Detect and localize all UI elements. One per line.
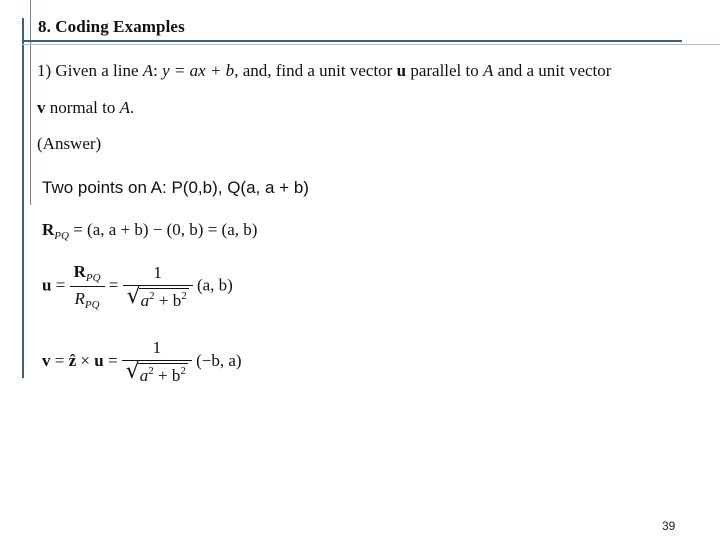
left-accent-line-thin xyxy=(30,0,31,205)
z-hat: ẑ xyxy=(68,350,77,370)
subscript: PQ xyxy=(85,272,101,284)
points-line: Two points on A: P(0,b), Q(a, a + b) xyxy=(42,178,309,197)
vector-u: u xyxy=(94,350,104,370)
line-equation: y = ax + b xyxy=(162,61,235,80)
question-text: and a unit vector xyxy=(493,61,612,80)
vector-v: v xyxy=(37,98,46,117)
equals: = xyxy=(51,275,70,295)
u-tail: (a, b) xyxy=(196,275,233,295)
vector-u: u xyxy=(396,61,407,80)
equals: = xyxy=(104,275,123,295)
superscript: 2 xyxy=(181,289,187,302)
question-text: parallel to xyxy=(406,61,484,80)
colon: : xyxy=(153,61,163,80)
cross: × xyxy=(76,350,95,370)
title-underline-light xyxy=(22,44,720,45)
line-name: A xyxy=(119,98,131,117)
line-name: A xyxy=(142,61,154,80)
equals: = xyxy=(103,350,122,370)
sqrt: √ $a^2 + b^2$ xyxy=(125,359,186,385)
fraction-one-over-sqrt xyxy=(123,263,193,311)
superscript: 2 xyxy=(149,289,155,302)
r-pq-rhs: = (a, a + b) − (0, b) = (a, b) xyxy=(68,220,258,239)
question-text: normal to xyxy=(45,98,120,117)
vector-u: u xyxy=(42,275,52,295)
norm-R: R xyxy=(74,289,85,308)
page-number: 39 xyxy=(662,519,676,533)
superscript: 2 xyxy=(148,365,154,377)
slide-title: 8. Coding Examples xyxy=(38,17,185,36)
var-a: a xyxy=(139,366,149,385)
v-tail: (−b, a) xyxy=(196,350,242,370)
superscript: 2 xyxy=(180,365,186,377)
vector-v: v xyxy=(42,350,51,370)
subscript: PQ xyxy=(84,299,100,311)
fraction-one-over-sqrt xyxy=(122,338,192,386)
question-text: Given a line xyxy=(51,61,143,80)
answer-label: (Answer) xyxy=(37,134,102,153)
u-equation xyxy=(42,262,233,311)
r-pq-equation xyxy=(42,220,257,242)
v-equation xyxy=(42,338,242,386)
sqrt: √ $a^2 + b^2$ xyxy=(126,283,187,310)
question-line-2 xyxy=(37,98,134,118)
plus-b: + b xyxy=(153,366,181,385)
vector-R: R xyxy=(73,262,86,281)
var-a: a xyxy=(140,290,150,310)
vector-R: R xyxy=(42,220,55,239)
left-accent-line xyxy=(22,18,24,378)
equals: = xyxy=(50,350,69,370)
fraction-r-over-norm xyxy=(70,262,105,311)
question-text: . xyxy=(130,98,135,117)
numerator-one: 1 xyxy=(123,263,193,286)
subscript: PQ xyxy=(54,230,69,242)
numerator-one: 1 xyxy=(122,338,192,361)
question-text: , and, find a unit vector xyxy=(234,61,397,80)
title-underline xyxy=(22,40,682,42)
line-name: A xyxy=(483,61,494,80)
plus-b: + b xyxy=(154,290,182,310)
question-number: 1) xyxy=(37,61,52,80)
question-line-1 xyxy=(37,61,611,81)
